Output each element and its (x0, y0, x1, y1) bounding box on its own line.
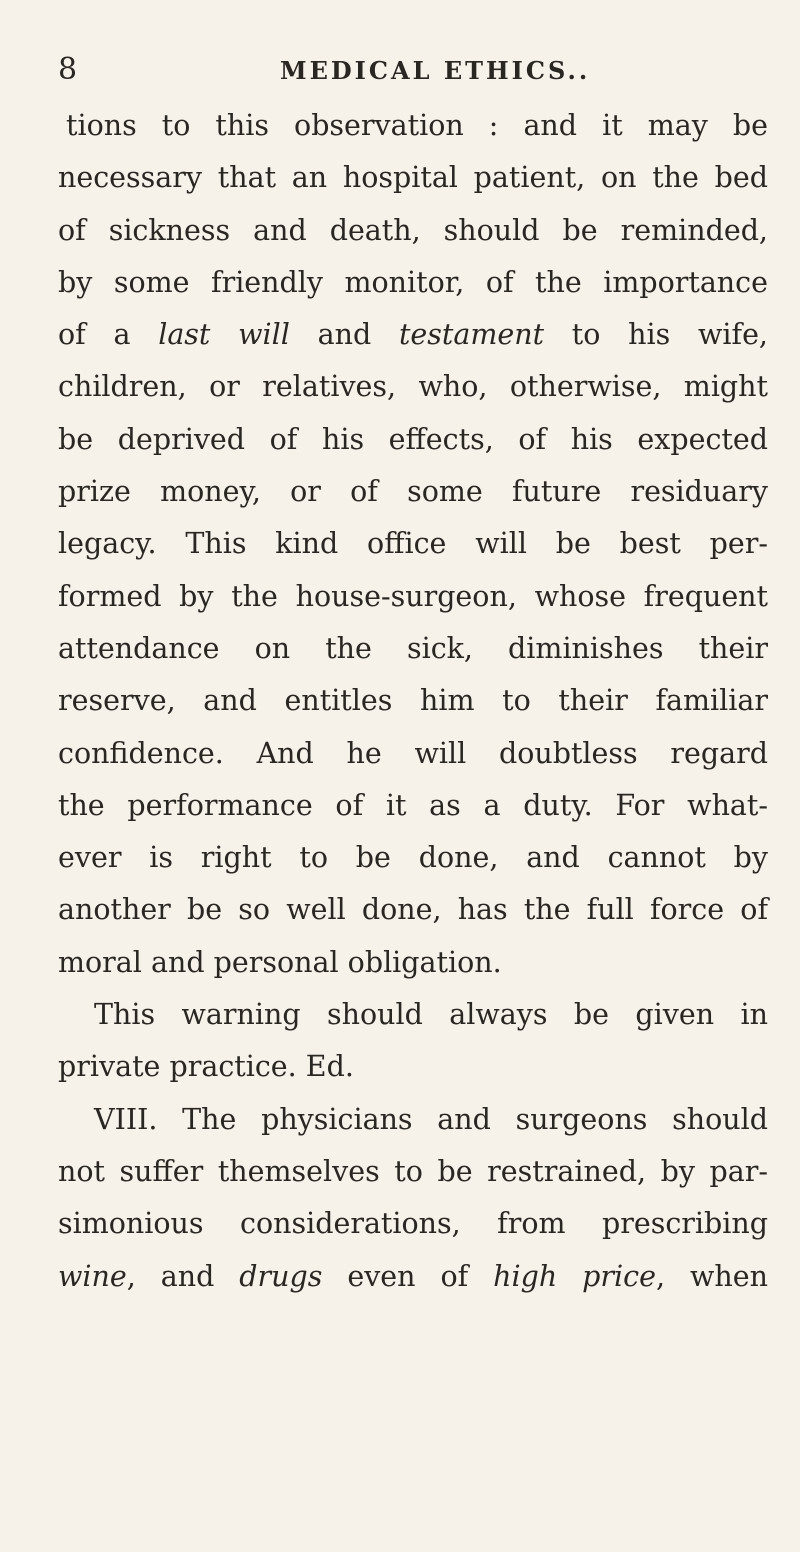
text-line (58, 728, 768, 780)
text-run: another be so well done, has the full force of (58, 893, 768, 927)
text-line (58, 780, 768, 832)
text-run: and (289, 318, 399, 352)
text-run: legacy. This kind office will be best per- (58, 527, 768, 561)
text-run: be deprived of his effects, of his expected (58, 422, 768, 456)
text-run: by some friendly monitor, of the importance (58, 265, 768, 299)
text-run: private practice. Ed. (58, 1050, 354, 1084)
text-run: the performance of it as a duty. For what- (58, 788, 768, 822)
text-run: not suffer themselves to be restrained, by par- (58, 1154, 768, 1188)
text-run: , and (126, 1259, 240, 1293)
italic-run: high price (493, 1259, 656, 1293)
text-line (58, 1146, 768, 1198)
text-run: of a (58, 318, 159, 352)
text-line (58, 152, 768, 204)
text-run: to his wife, (544, 318, 768, 352)
text-run: moral and personal obligation. (58, 945, 502, 979)
text-line (58, 257, 768, 309)
text-run: even of (322, 1259, 494, 1293)
text-run: reserve, and entitles him to their familiar (58, 684, 768, 718)
page-header (58, 52, 758, 92)
text-run: , when (656, 1259, 768, 1293)
text-run: attendance on the sick, diminishes their (58, 631, 768, 665)
text-run: of sickness and death, should be reminded, (58, 213, 768, 247)
text-run: confidence. And he will doubtless regard (58, 736, 768, 770)
text-line (58, 571, 768, 623)
text-line (58, 205, 768, 257)
text-line (58, 100, 768, 152)
text-run: This warning should always be given in (94, 998, 768, 1032)
text-run: necessary that an hospital patient, on the bed (58, 161, 768, 195)
running-head: MEDICAL ETHICS.. (280, 56, 591, 85)
text-run: children, or relatives, who, otherwise, might (58, 370, 768, 404)
text-run: formed by the house-surgeon, whose frequent (58, 579, 768, 613)
text-line (58, 361, 768, 413)
text-run: ever is right to be done, and cannot by (58, 841, 768, 875)
text-line (58, 1251, 768, 1303)
italic-run: wine (58, 1259, 127, 1293)
text-line (58, 518, 768, 570)
text-run: prize money, or of some future residuary (58, 475, 768, 509)
text-line (58, 623, 768, 675)
text-line (58, 1094, 768, 1146)
italic-run: drugs (239, 1259, 323, 1293)
text-run: tions to this observation : and it may be (66, 109, 768, 142)
body-text (58, 100, 768, 1303)
italic-run: last will (158, 318, 290, 352)
text-line (58, 466, 768, 518)
text-line (58, 1198, 768, 1250)
text-line (58, 937, 768, 989)
italic-run: testament (398, 318, 545, 352)
text-line (58, 884, 768, 936)
text-line (58, 989, 768, 1041)
text-line (58, 309, 768, 361)
text-line (58, 675, 768, 727)
text-run: VIII. The physicians and surgeons should (94, 1102, 768, 1136)
page-number: 8 (58, 52, 79, 87)
text-line (58, 1041, 768, 1093)
text-run: simonious considerations, from prescribing (58, 1207, 768, 1241)
text-line (58, 414, 768, 466)
text-line (58, 832, 768, 884)
